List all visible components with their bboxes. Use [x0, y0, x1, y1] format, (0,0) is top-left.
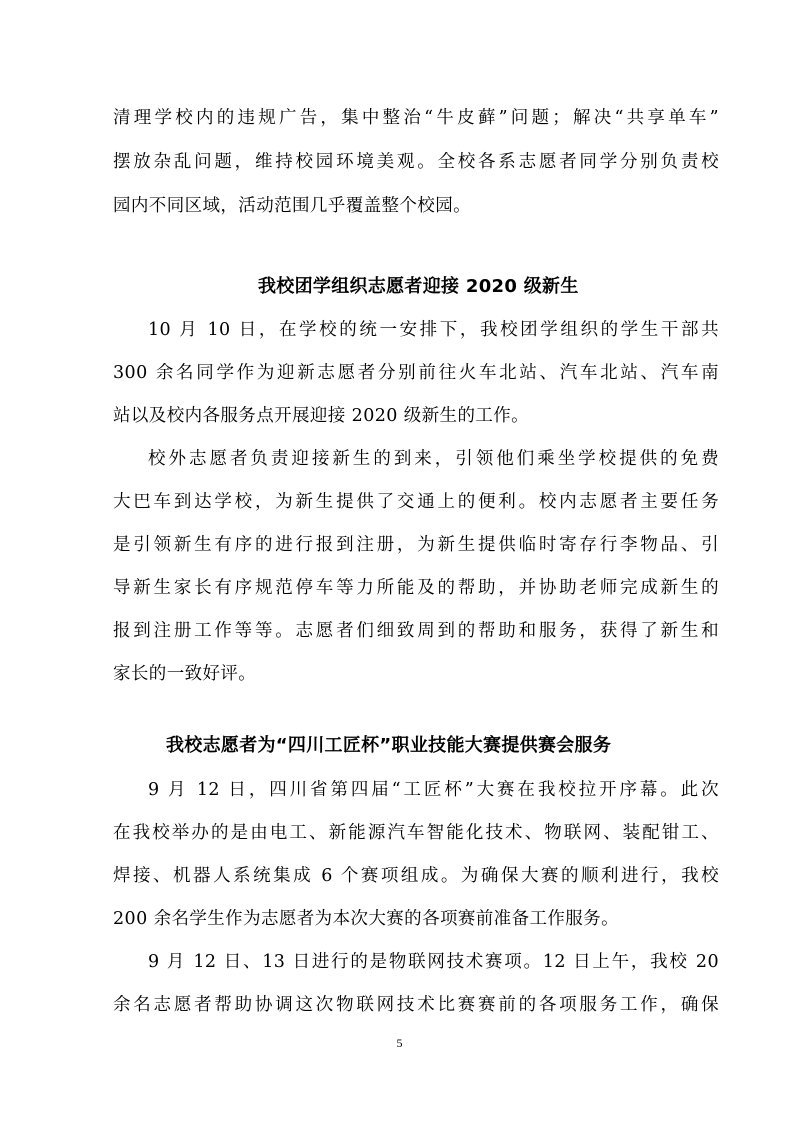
intro-line-1: 清理学校内的违规广告，集中整治“牛皮藓”问题；解决“共享单车”: [113, 108, 719, 128]
section1-para2-line-3: 是引领新生有序的进行报到注册，为新生提供临时寄存行李物品、引: [113, 535, 719, 555]
intro-line-2: 摆放杂乱问题，维持校园环境美观。全校各系志愿者同学分别负责校: [113, 152, 719, 172]
section1-para1-line-1: 10 月 10 日，在学校的统一安排下，我校团学组织的学生干部共: [148, 320, 719, 340]
section-title-craftsman-cup: 我校志愿者为“四川工匠杯”职业技能大赛提供赛会服务: [166, 735, 612, 756]
section1-para2-line-4: 导新生家长有序规范停车等力所能及的帮助，并协助老师完成新生的: [113, 578, 719, 598]
page-number: 5: [396, 1036, 403, 1050]
intro-line-3: 园内不同区域，活动范围几乎覆盖整个校园。: [113, 196, 471, 216]
section1-para2-line-6: 家长的一致好评。: [113, 664, 257, 684]
section1-para1-line-3: 站以及校内各服务点开展迎接 2020 级新生的工作。: [113, 406, 530, 426]
section2-para2-line-2: 余名志愿者帮助协调这次物联网技术比赛赛前的各项服务工作，确保: [113, 995, 719, 1015]
section1-para2-line-2: 大巴车到达学校，为新生提供了交通上的便利。校内志愿者主要任务: [113, 492, 719, 512]
section2-para1-line-1: 9 月 12 日，四川省第四届“工匠杯”大赛在我校拉开序幕。此次: [148, 780, 719, 800]
section-title-new-students: 我校团学组织志愿者迎接 2020 级新生: [258, 276, 579, 297]
section1-para2-line-5: 报到注册工作等等。志愿者们细致周到的帮助和服务，获得了新生和: [113, 621, 719, 641]
section2-para1-line-3: 焊接、机器人系统集成 6 个赛项组成。为确保大赛的顺利进行，我校: [113, 866, 719, 886]
section1-para1-line-2: 300 余名同学作为迎新志愿者分别前往火车北站、汽车北站、汽车南: [113, 363, 719, 383]
section2-para2-line-1: 9 月 12 日、13 日进行的是物联网技术赛项。12 日上午，我校 20: [148, 952, 719, 972]
section1-para2-line-1: 校外志愿者负责迎接新生的到来，引领他们乘坐学校提供的免费: [148, 449, 719, 469]
section2-para1-line-4: 200 余名学生作为志愿者为本次大赛的各项赛前准备工作服务。: [113, 909, 619, 929]
section2-para1-line-2: 在我校举办的是由电工、新能源汽车智能化技术、物联网、装配钳工、: [113, 823, 719, 843]
